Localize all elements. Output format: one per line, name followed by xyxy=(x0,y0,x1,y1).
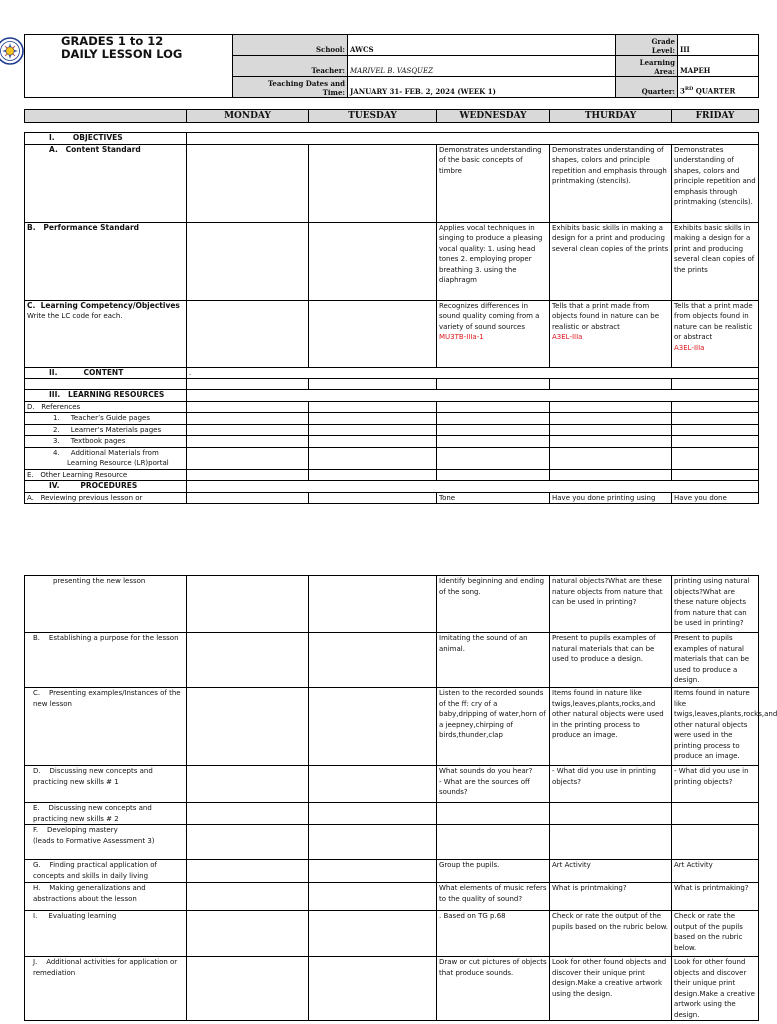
cell-thursday: Check or rate the output of the pupils based on the rubric below. xyxy=(550,911,672,957)
cell-monday xyxy=(187,576,309,633)
cell-monday xyxy=(187,766,309,803)
cell xyxy=(550,424,672,436)
cell xyxy=(309,413,437,425)
cell-tuesday xyxy=(309,825,437,860)
cell-thursday: What is printmaking? xyxy=(550,883,672,911)
objectives-blank xyxy=(187,133,759,145)
cell xyxy=(437,424,550,436)
cell-wednesday: What sounds do you hear? - What are the sources off sounds? xyxy=(437,766,550,803)
performance-standard-label: B. Performance Standard xyxy=(25,222,187,300)
textbook-label: 3. Textbook pages xyxy=(25,436,187,448)
cell xyxy=(672,401,759,413)
cell xyxy=(309,379,437,390)
cell-tuesday xyxy=(309,688,437,766)
procedure-label: C. Presenting examples/Instances of the new lesson xyxy=(25,688,187,766)
cell-friday xyxy=(672,803,759,825)
cell-wednesday xyxy=(437,803,550,825)
procedure-row xyxy=(25,860,759,883)
lc-code-friday: A3EL-IIIa xyxy=(674,343,705,352)
cell xyxy=(25,379,187,390)
cell xyxy=(550,447,672,469)
rev-wednesday: Tone xyxy=(437,492,550,504)
procedure-label: D. Discussing new concepts and practicing new skills # 1 xyxy=(25,766,187,803)
cell-wednesday xyxy=(437,825,550,860)
procedure-row xyxy=(25,911,759,957)
cell xyxy=(309,144,437,222)
ps-thursday: Exhibits basic skills in making a design for a print and producing several clean copies of the prints xyxy=(550,222,672,300)
cell xyxy=(187,401,309,413)
cell xyxy=(187,492,309,504)
procedure-label: I. Evaluating learning xyxy=(25,911,187,957)
cell xyxy=(187,447,309,469)
cell xyxy=(309,424,437,436)
cell xyxy=(187,300,309,367)
procedure-label: J. Additional activities for application or remediation xyxy=(25,957,187,1021)
deped-seal-icon xyxy=(0,37,24,65)
content-standard-label: A. Content Standard xyxy=(25,144,187,222)
cell-thursday: Look for other found objects and discover their unique print design.Make a creative artwork using the design. xyxy=(550,957,672,1021)
cell xyxy=(437,436,550,448)
cell-monday xyxy=(187,633,309,688)
cell-monday xyxy=(187,957,309,1021)
cell xyxy=(550,413,672,425)
cell-tuesday xyxy=(309,803,437,825)
cell xyxy=(550,436,672,448)
cell-thursday: Art Activity xyxy=(550,860,672,883)
reviewing-label: A. Reviewing previous lesson or xyxy=(25,492,187,504)
cell-friday: - What did you use in printing objects? xyxy=(672,766,759,803)
cell-thursday: Present to pupils examples of natural materials that can be used to produce a design. xyxy=(550,633,672,688)
cell xyxy=(309,222,437,300)
cell-friday: Present to pupils examples of natural materials that can be used to produce a design. xyxy=(672,633,759,688)
cell-friday: Art Activity xyxy=(672,860,759,883)
procedure-label: E. Discussing new concepts and practicing new skills # 2 xyxy=(25,803,187,825)
cell xyxy=(672,469,759,481)
lesson-log-table-page-1 xyxy=(24,109,759,504)
cell xyxy=(309,469,437,481)
cell xyxy=(187,413,309,425)
cell-tuesday xyxy=(309,911,437,957)
cell-monday xyxy=(187,803,309,825)
procedure-row xyxy=(25,883,759,911)
learners-materials-label: 2. Learner’s Materials pages xyxy=(25,424,187,436)
cell-tuesday xyxy=(309,633,437,688)
procedure-row xyxy=(25,957,759,1021)
days-header-row xyxy=(25,110,759,123)
cell-thursday xyxy=(550,803,672,825)
cs-wednesday: Demonstrates understanding of the basic concepts of timbre xyxy=(437,144,550,222)
lesson-log-table-page-2 xyxy=(24,575,777,1021)
teacher-value: MARIVEL B. VASQUEZ xyxy=(348,56,616,77)
cell xyxy=(187,222,309,300)
cell xyxy=(187,436,309,448)
cell-friday: Check or rate the output of the pupils based on the rubric below. xyxy=(672,911,759,957)
cell-tuesday xyxy=(309,883,437,911)
cell-friday xyxy=(672,825,759,860)
cell xyxy=(309,447,437,469)
cell-tuesday xyxy=(309,860,437,883)
lc-thursday: Tells that a print made from objects found in nature can be realistic or abstract A3EL-IIIa xyxy=(550,300,672,367)
cell xyxy=(437,413,550,425)
day-tuesday: TUESDAY xyxy=(309,110,437,123)
cell xyxy=(550,469,672,481)
cell xyxy=(672,447,759,469)
cell-tuesday xyxy=(309,576,437,633)
cell-tuesday xyxy=(309,957,437,1021)
grade-label: Grade Level: xyxy=(616,35,678,56)
additional-materials-label: 4. Additional Materials from Learning Resource (LR)portal xyxy=(25,447,187,469)
spacer xyxy=(25,123,759,133)
competency-label: C. Learning Competency/Objectives Write the LC code for each. xyxy=(25,300,187,367)
other-learning-resource-label: E. Other Learning Resource xyxy=(25,469,187,481)
day-wednesday: WEDNESDAY xyxy=(437,110,550,123)
cell-monday xyxy=(187,688,309,766)
day-friday: FRIDAY xyxy=(672,110,759,123)
lc-friday: Tells that a print made from objects found in nature can be realistic or abstract A3EL-IIIa xyxy=(672,300,759,367)
cell-friday: printing using natural objects?What are these nature objects from nature that can be used in printing? xyxy=(672,576,759,633)
content-heading: II. CONTENT xyxy=(25,367,187,379)
cell-wednesday: Draw or cut pictures of objects that produce sounds. xyxy=(437,957,550,1021)
procedure-row xyxy=(25,766,759,803)
cell xyxy=(437,379,550,390)
procedure-row xyxy=(25,688,759,766)
cell xyxy=(550,401,672,413)
header-table xyxy=(24,34,759,98)
cell-tuesday xyxy=(309,766,437,803)
cell-wednesday: Imitating the sound of an animal. xyxy=(437,633,550,688)
cell-friday: What is printmaking? xyxy=(672,883,759,911)
cell xyxy=(437,401,550,413)
cell xyxy=(672,424,759,436)
teacher-label: Teacher: xyxy=(233,56,348,77)
cell xyxy=(437,469,550,481)
cell xyxy=(187,469,309,481)
cell xyxy=(187,481,759,493)
ps-friday: Exhibits basic skills in making a design for a print and producing several clean copies of the prints xyxy=(672,222,759,300)
cell-wednesday: Group the pupils. xyxy=(437,860,550,883)
cell-friday: Items found in nature like twigs,leaves,plants,rocks,and other natural objects were used in the printing process to produce an image. xyxy=(672,688,759,766)
procedure-row xyxy=(25,825,759,860)
cell xyxy=(187,424,309,436)
procedures-heading: IV. PROCEDURES xyxy=(25,481,187,493)
day-thursday: THURDAY xyxy=(550,110,672,123)
procedure-label: B. Establishing a purpose for the lesson xyxy=(25,633,187,688)
cell xyxy=(672,413,759,425)
cell-wednesday: What elements of music refers to the quality of sound? xyxy=(437,883,550,911)
content-value: . xyxy=(187,367,759,379)
day-monday: MONDAY xyxy=(187,110,309,123)
cell xyxy=(672,379,759,390)
cs-friday: Demonstrates understanding of shapes, colors and principle repetition and emphasis through printmaking (stencils). xyxy=(672,144,759,222)
cell-monday xyxy=(187,860,309,883)
area-value: MAPEH xyxy=(678,56,759,77)
dates-label: Teaching Dates and Time: xyxy=(233,77,348,98)
cell xyxy=(672,436,759,448)
cell-thursday xyxy=(550,825,672,860)
cell xyxy=(187,379,309,390)
cell xyxy=(187,144,309,222)
procedure-label: F. Developing mastery (leads to Formative Assessment 3) xyxy=(25,825,187,860)
procedure-label: G. Finding practical application of concepts and skills in daily living xyxy=(25,860,187,883)
cell-monday xyxy=(187,911,309,957)
objectives-heading: I. OBJECTIVES xyxy=(25,133,187,145)
cs-thursday: Demonstrates understanding of shapes, colors and principle repetition and emphasis through printmaking (stencils). xyxy=(550,144,672,222)
rev-thursday: Have you done printing using xyxy=(550,492,672,504)
cell xyxy=(309,300,437,367)
cell xyxy=(550,379,672,390)
cell-wednesday: Identify beginning and ending of the song. xyxy=(437,576,550,633)
quarter-label: Quarter: xyxy=(616,77,678,98)
lc-code-wednesday: MU3TB-IIIa-1 xyxy=(439,333,484,341)
references-label: D. References xyxy=(25,401,187,413)
cell-thursday: - What did you use in printing objects? xyxy=(550,766,672,803)
title-cell xyxy=(25,35,233,98)
school-value: AWCS xyxy=(348,35,616,56)
cell-thursday: natural objects?What are these nature objects from nature that can be used in printing? xyxy=(550,576,672,633)
cell-friday: Look for other found objects and discover their unique print design.Make a creative artwork using the design. xyxy=(672,957,759,1021)
cell xyxy=(309,436,437,448)
title-line-1: GRADES 1 to 12 xyxy=(61,34,164,48)
procedure-row xyxy=(25,803,759,825)
cell-wednesday: Listen to the recorded sounds of the ff: cry of a baby,dripping of water,horn of a jeepney,chirping of birds,thunder,clap xyxy=(437,688,550,766)
cell-monday xyxy=(187,825,309,860)
cell-monday xyxy=(187,883,309,911)
procedure-label: presenting the new lesson xyxy=(25,576,187,633)
rev-friday: Have you done xyxy=(672,492,759,504)
days-header-blank xyxy=(25,110,187,123)
quarter-value: 3RD QUARTER xyxy=(678,77,759,98)
procedure-label: H. Making generalizations and abstractions about the lesson xyxy=(25,883,187,911)
cell xyxy=(187,390,759,402)
area-label: Learning Area: xyxy=(616,56,678,77)
cell xyxy=(309,492,437,504)
dates-value: JANUARY 31- FEB. 2, 2024 (WEEK 1) xyxy=(348,77,616,98)
title-line-2: DAILY LESSON LOG xyxy=(61,47,183,61)
school-label: School: xyxy=(233,35,348,56)
cell-thursday: Items found in nature like twigs,leaves,plants,rocks,and other natural objects were used in the printing process to produce an image. xyxy=(550,688,672,766)
procedure-row xyxy=(25,633,759,688)
cell-wednesday: . Based on TG p.68 xyxy=(437,911,550,957)
cell xyxy=(309,401,437,413)
lc-code-thursday: A3EL-IIIa xyxy=(552,333,583,341)
grade-value: III xyxy=(678,35,759,56)
cell xyxy=(437,447,550,469)
lc-wednesday: Recognizes differences in sound quality coming from a variety of sound sources MU3TB-IIIa-1 xyxy=(437,300,550,367)
teachers-guide-label: 1. Teacher’s Guide pages xyxy=(25,413,187,425)
learning-resources-heading: III. LEARNING RESOURCES xyxy=(25,390,187,402)
ps-wednesday: Applies vocal techniques in singing to produce a pleasing vocal quality: 1. using head tones 2. employing proper breathing 3. using the diaphragm xyxy=(437,222,550,300)
procedure-row xyxy=(25,576,759,633)
